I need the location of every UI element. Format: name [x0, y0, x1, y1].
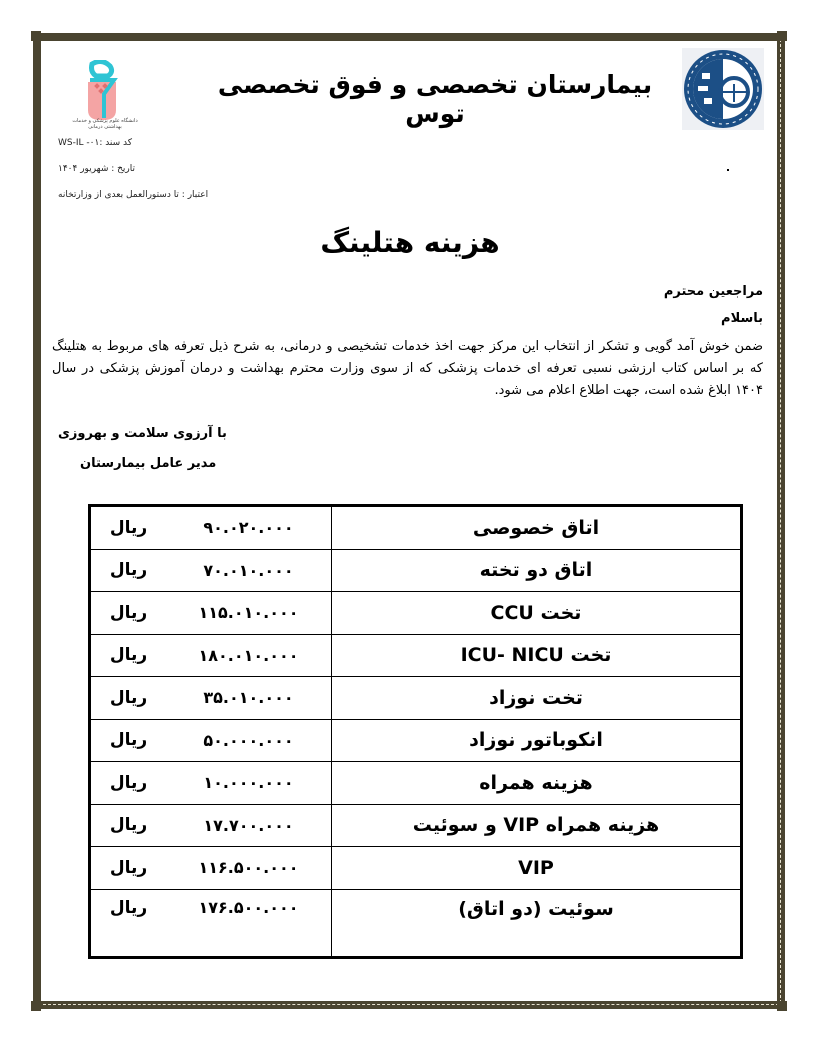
item-cell: انکوباتور نوزاد	[332, 719, 742, 762]
intro-paragraph: ضمن خوش آمد گویی و تشکر از انتخاب این مرکز جهت اخذ خدمات تشخیصی و درمانی، به شرح ذیل تعرفه های مربوط به هتلینگ که بر اساس کتاب ارزشی نسبی تعرفه ای خدمات پزشکی که از سوی وزارت محترم بهداشت و درمان آموزش پزشکی در سال ۱۴۰۴ ابلاغ شده است، جهت اطلاع اعلام می شود.	[52, 339, 763, 398]
amount-cell: ۱۷۶.۵۰۰.۰۰۰	[166, 889, 332, 957]
document-validity: اعتبار : تا دستورالعمل بعدی از وزارتخانه	[58, 190, 209, 200]
hospital-name-title: بیمارستان تخصصی و فوق تخصصی توس	[217, 70, 653, 128]
document-title: هزینه هتلینگ	[320, 226, 500, 259]
currency-cell: ریال	[90, 634, 167, 677]
salutation: مراجعین محترم	[663, 284, 763, 299]
table-row	[90, 804, 742, 847]
university-logo-icon	[82, 60, 122, 122]
item-cell: هزینه همراه	[332, 762, 742, 805]
item-cell: اتاق دو تخته	[332, 549, 742, 592]
border-right	[777, 33, 785, 1009]
item-cell: هزینه همراه VIP و سوئیت	[332, 804, 742, 847]
border-top	[33, 33, 785, 41]
table-row	[90, 762, 742, 805]
item-cell: تخت نوزاد	[332, 677, 742, 720]
item-cell: تخت CCU	[332, 592, 742, 635]
amount-cell: ۱۱۵.۰۱۰.۰۰۰	[166, 592, 332, 635]
document-code: کد سند :۰۱- WS-IL	[58, 138, 133, 148]
amount-cell: ۷۰.۰۱۰.۰۰۰	[166, 549, 332, 592]
signature-line: مدیر عامل بیمارستان	[80, 456, 217, 471]
corner-ornament	[777, 31, 787, 41]
border-left	[33, 33, 41, 1009]
item-cell: VIP	[332, 847, 742, 890]
currency-cell: ریال	[90, 889, 167, 957]
amount-cell: ۹۰.۰۲۰.۰۰۰	[166, 506, 332, 550]
logo-caption: دانشگاه علوم پزشکی و خدمات بهداشتی درمانی	[72, 118, 138, 130]
item-cell: سوئیت (دو اتاق)	[332, 889, 742, 957]
table-row	[90, 677, 742, 720]
currency-cell: ریال	[90, 592, 167, 635]
amount-cell: ۱۸۰.۰۱۰.۰۰۰	[166, 634, 332, 677]
document-date: تاریخ : شهریور ۱۴۰۴	[58, 164, 136, 174]
item-cell: اتاق خصوصی	[332, 506, 742, 550]
currency-cell: ریال	[90, 762, 167, 805]
table-row	[90, 719, 742, 762]
currency-cell: ریال	[90, 804, 167, 847]
hoteling-fees-table	[88, 504, 743, 959]
corner-ornament	[777, 1001, 787, 1011]
amount-cell: ۵۰.۰۰۰.۰۰۰	[166, 719, 332, 762]
amount-cell: ۳۵.۰۱۰.۰۰۰	[166, 677, 332, 720]
table-row	[90, 634, 742, 677]
greeting: باسلام	[721, 311, 763, 326]
border-bottom	[33, 1001, 785, 1009]
item-cell: تخت ICU- NICU	[332, 634, 742, 677]
amount-cell: ۱۱۶.۵۰۰.۰۰۰	[166, 847, 332, 890]
closing-line: با آرزوی سلامت و بهروزی	[58, 426, 227, 441]
table-row	[90, 506, 742, 550]
currency-cell: ریال	[90, 677, 167, 720]
currency-cell: ریال	[90, 847, 167, 890]
currency-cell: ریال	[90, 719, 167, 762]
amount-cell: ۱۷.۷۰۰.۰۰۰	[166, 804, 332, 847]
amount-cell: ۱۰.۰۰۰.۰۰۰	[166, 762, 332, 805]
table-row	[90, 889, 742, 957]
currency-cell: ریال	[90, 549, 167, 592]
corner-ornament	[31, 1001, 41, 1011]
stray-dot	[727, 169, 729, 171]
table-row	[90, 592, 742, 635]
table-row	[90, 847, 742, 890]
currency-cell: ریال	[90, 506, 167, 550]
table-row	[90, 549, 742, 592]
hospital-logo-icon	[682, 48, 764, 130]
corner-ornament	[31, 31, 41, 41]
